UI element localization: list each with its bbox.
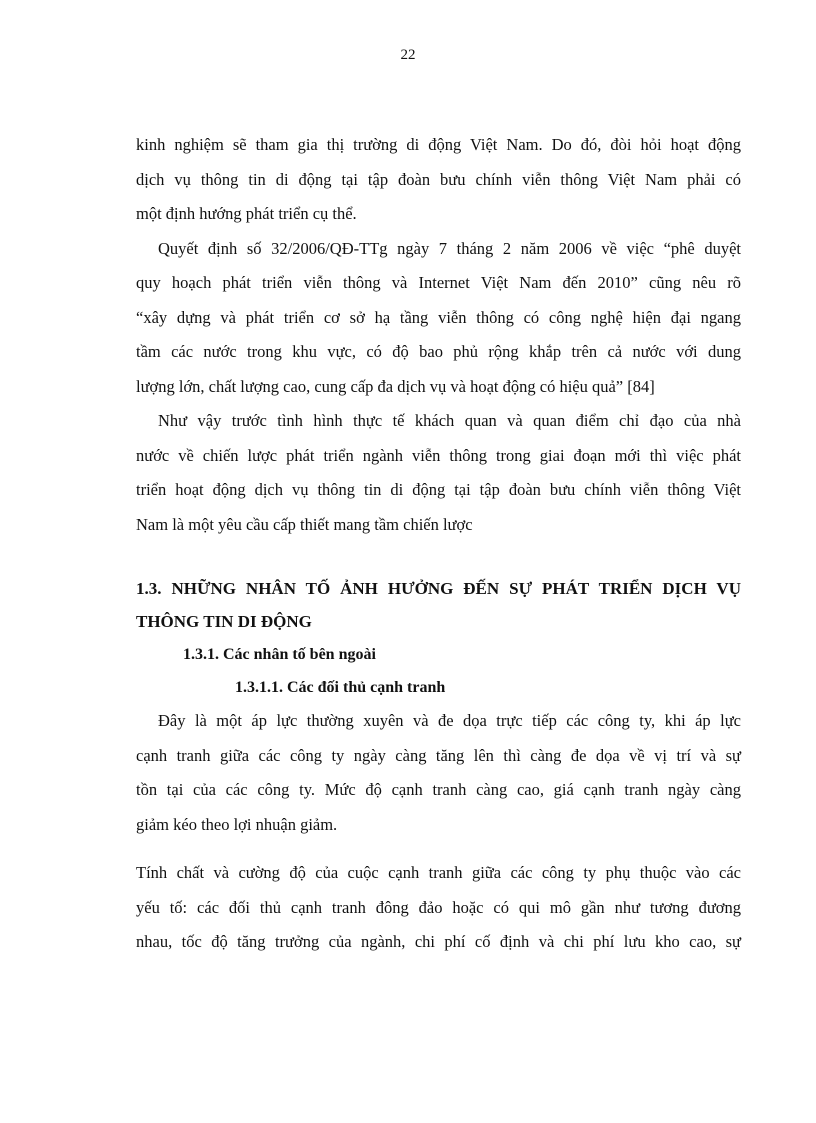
text-line: Quyết định số 32/2006/QĐ-TTg ngày 7 tháng 2 năm 2006 về việc “phê duyệt (158, 238, 741, 258)
text-line: giảm kéo theo lợi nhuận giảm. (136, 814, 338, 834)
paragraph-spacer (136, 842, 741, 856)
text-line: một định hướng phát triển cụ thể. (136, 204, 357, 223)
section-spacer (136, 542, 741, 572)
paragraph-decision (136, 232, 741, 405)
text-line: cạnh tranh giữa các công ty ngày càng tăng lên thì càng đe dọa về vị trí và sự (136, 745, 741, 765)
subsubsection-heading-1-3-1-1: 1.3.1.1. Các đối thủ cạnh tranh (235, 679, 446, 696)
heading-line: 1.3. NHỮNG NHÂN TỐ ẢNH HƯỞNG ĐẾN SỰ PHÁT TRIỂN DỊCH VỤ (136, 579, 741, 598)
text-line: dịch vụ thông tin di động tại tập đoàn bưu chính viễn thông Việt Nam phải có (136, 169, 741, 189)
text-line: kinh nghiệm sẽ tham gia thị trường di động Việt Nam. Do đó, đòi hỏi hoạt động (136, 135, 741, 154)
page-number: 22 (400, 47, 416, 63)
text-line: Đây là một áp lực thường xuyên và đe dọa trực tiếp các công ty, khi áp lực (158, 711, 741, 730)
text-line: tồn tại của các công ty. Mức độ cạnh tranh càng cao, giá cạnh tranh ngày càng (136, 780, 741, 799)
text-line: nước về chiến lược phát triển ngành viễn thông trong giai đoạn mới thì việc phát (136, 445, 741, 465)
subsection-heading-1-3-1: 1.3.1. Các nhân tố bên ngoài (183, 646, 376, 663)
text-line: triển hoạt động dịch vụ thông tin di động tại tập đoàn bưu chính viễn thông Việt (136, 480, 741, 499)
text-line: Nam là một yêu cầu cấp thiết mang tầm chiến lược (136, 514, 473, 534)
heading-line: THÔNG TIN DI ĐỘNG (136, 612, 312, 631)
text-line: lượng lớn, chất lượng cao, cung cấp đa dịch vụ và hoạt động có hiệu quả” [84] (136, 376, 655, 396)
text-line: yếu tố: các đối thủ cạnh tranh đông đảo hoặc có qui mô gần như tương đương (136, 897, 741, 917)
paragraph-intro (136, 128, 741, 232)
page-content (136, 128, 741, 960)
paragraph-competitors (136, 704, 741, 842)
paragraph-competition-factors (136, 856, 741, 960)
section-heading-1-3 (136, 572, 741, 638)
text-line: “xây dựng và phát triển cơ sở hạ tầng viễn thông có công nghệ hiện đại ngang (136, 307, 741, 327)
text-line: Như vậy trước tình hình thực tế khách quan và quan điểm chỉ đạo của nhà (158, 411, 741, 430)
text-line: nhau, tốc độ tăng trưởng của ngành, chi phí cố định và chi phí lưu kho cao, sự (136, 932, 741, 951)
paragraph-strategy (136, 404, 741, 542)
text-line: quy hoạch phát triển viễn thông và Internet Việt Nam đến 2010” cũng nêu rõ (136, 273, 741, 292)
text-line: Tính chất và cường độ của cuộc cạnh tranh giữa các công ty phụ thuộc vào các (136, 863, 741, 882)
text-line: tầm các nước trong khu vực, có độ bao phủ rộng khắp trên cả nước với dung (136, 342, 741, 361)
